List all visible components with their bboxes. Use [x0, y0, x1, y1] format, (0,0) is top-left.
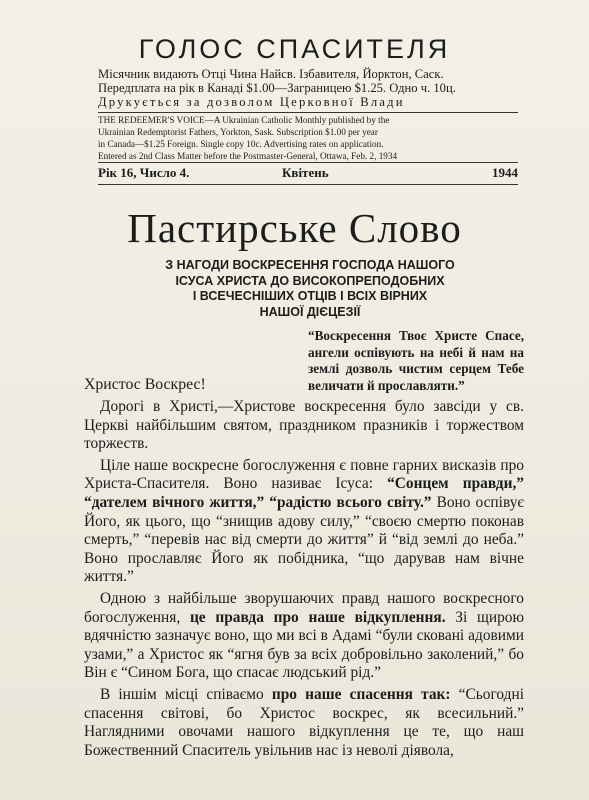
paragraph-text: Зі щирою вдячністю зазначує воно, що ми всі в Адамі “були сковані адовими узами,” а Христос як “ягня був за всіх добровільно заколений,” бо Він є “Сином Бога, що спасає людський рід.” — [84, 608, 525, 682]
paragraph: Дорогі в Христі,—Христове воскресення було завсіди у св. Церкві найбільшим святом, праздником празників і торжеством торжеств. — [84, 398, 524, 453]
paragraph — [84, 590, 524, 683]
article-title: Пастирське Слово — [127, 205, 462, 251]
masthead-divider — [98, 112, 518, 113]
subtitle-line: ІСУСА ХРИСТА ДО ВИСОКОПРЕПОДОБНИХ — [175, 273, 445, 288]
issue-month: Квітень — [282, 165, 329, 180]
paragraph-emphasis: про наше спасення так: — [271, 685, 451, 703]
paragraph-text: В іншім місці співаємо — [100, 685, 272, 703]
epigraph-quote: “Воскресення Твоє Христе Спасе, ангели оспівують на небі й нам на землі дозволь чистим серцем Тебе величати й прославляти.” — [308, 328, 524, 393]
paragraph-text: Ціле наше воскресне богослуження є повне гарних висказів про Христа-Спасителя. Воно називає Ісуса: — [84, 456, 524, 493]
masthead-publisher-line: Місячник видають Отці Чина Найсв. Ізбавителя, Йорктон, Саск. — [98, 67, 444, 81]
issue-year: 1944 — [492, 165, 518, 180]
masthead-subscription-line: Передплата на рік в Канаді $1.00—Заграницею $1.25. Одно ч. 10ц. — [98, 81, 456, 95]
subtitle-line: НАШОЇ ДІЄЦЕЗІЇ — [259, 304, 361, 319]
english-notice-line: in Canada—$1.25 Foreign. Single copy 10c. Advertising rates on application. — [98, 139, 384, 149]
paragraph-text: Воно оспівує Його, як цього, що “знищив адову силу,” “своєю смертю поконав смерть,” “перевів нас від смерти до життя” й “від землі до неба.” Воно прославляє Його як побідника, “що дарував нам вічне життя.” — [84, 493, 524, 586]
masthead-permission-line: Друкується за дозволом Церковної Влади — [98, 95, 405, 109]
paragraph-emphasis: “Сонцем правди,” “дателем вічного життя,” “радістю всього світу.” — [84, 475, 524, 511]
issue-divider-bottom — [98, 184, 518, 185]
subtitle-line: З НАГОДИ ВОСКРЕСЕННЯ ГОСПОДА НАШОГО — [165, 258, 455, 272]
issue-divider-top — [98, 162, 518, 163]
english-notice-line: Entered as 2nd Class Matter before the Postmaster-General, Ottawa, Feb. 2, 1934 — [98, 151, 398, 161]
subtitle-line: І ВСЕЧЕСНІШИХ ОТЦІВ І ВСІХ ВІРНИХ — [192, 289, 428, 303]
paragraph-emphasis: це правда про наше відкуплення. — [189, 608, 446, 626]
english-notice-line: THE REDEEMER'S VOICE—A Ukrainian Catholic Monthly published by the — [98, 115, 390, 125]
english-notice-line: Ukrainian Redemptorist Fathers, Yorkton, Sask. Subscription $1.00 per year — [98, 127, 378, 137]
masthead-title: ГОЛОС СПАСИТЕЛЯ — [138, 34, 451, 64]
greeting: Христос Воскрес! — [84, 376, 206, 393]
issue-volume: Рік 16, Число 4. — [98, 165, 190, 180]
article-subtitle — [110, 258, 510, 320]
paragraph-text: Одною з найбільше зворушаючих правд нашого воскресного богослуження, — [84, 589, 524, 626]
paragraph — [84, 686, 524, 760]
paragraph — [84, 457, 524, 587]
paragraph-text: “Сьогодні спасення світові, бо Христос воскрес, як всесильний.” Наглядними овочами нашого відкуплення це те, що наш Божественний Спаситель увільнив нас із неволі дiявола, — [84, 685, 524, 759]
masthead-english-notice — [98, 114, 518, 162]
article-body — [84, 398, 524, 760]
